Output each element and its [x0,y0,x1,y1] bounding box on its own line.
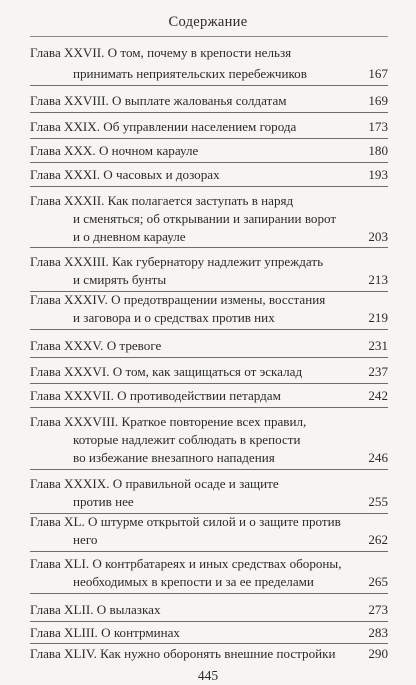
entry-rule [30,593,388,594]
entry-line: Глава XXIX. Об управлении населением города [30,119,297,134]
page-number: 219 [368,310,388,325]
entry-line: Глава XXXII. Как полагается заступать в наряд [30,193,294,208]
page-number: 262 [368,532,388,547]
entry-line: которые надлежит соблюдать в крепости [73,432,301,447]
entry-rule [30,469,388,470]
page-number: 193 [368,167,388,182]
page-header: Содержание [168,14,248,30]
page-number: 213 [368,272,388,287]
entry-line: Глава XXVIII. О выплате жалованья солдатам [30,93,287,108]
entry-line: и сменяться; об открывании и запирании ворот [73,211,337,226]
entry-line: Глава XXXV. О тревоге [30,338,162,353]
entry-line: Глава XLI. О контрбатареях и иных средствах обороны, [30,556,342,571]
entry-line: Глава XXXVI. О том, как защищаться от эскалад [30,364,303,379]
entry-rule [30,621,388,622]
entry-rule [30,551,388,552]
entry-rule [30,329,388,330]
page-number: 237 [368,364,388,379]
entry-line: и смирять бунты [73,272,167,287]
entry-line: Глава XXXVII. О противодействии петардам [30,388,281,403]
page-number: 231 [368,338,388,353]
entry-rule [30,357,388,358]
page-number: 273 [368,602,388,617]
entry-line: Глава XXXIV. О предотвращении измены, восстания [30,292,326,307]
entry-line: и заговора и о средствах против них [73,310,275,325]
entry-rule [30,138,388,139]
entry-line: Глава XLIV. Как нужно оборонять внешние постройки [30,646,336,661]
page-number: 180 [368,143,388,158]
page-number: 283 [368,625,388,640]
entry-rule [30,383,388,384]
entry-line: него [73,532,98,547]
entry-line: принимать неприятельских перебежчиков [73,66,307,81]
entry-line: Глава XLIII. О контрминах [30,625,180,640]
entry-line: Глава XLII. О вылазках [30,602,161,617]
entry-line: и о дневном карауле [73,229,186,244]
page-number: 265 [368,574,388,589]
page-number: 246 [368,450,388,465]
entry-rule [30,407,388,408]
entry-line: Глава XL. О штурме открытой силой и о защите против [30,514,341,529]
page-number: 242 [368,388,388,403]
page-number: 169 [368,93,388,108]
page-number: 173 [368,119,388,134]
entry-line: Глава XXX. О ночном карауле [30,143,199,158]
entry-line: Глава XXXIII. Как губернатору надлежит упреждать [30,254,324,269]
entry-rule [30,162,388,163]
page-number: 255 [368,494,388,509]
entry-line: Глава XXXIX. О правильной осаде и защите [30,476,279,491]
entry-rule [30,247,388,248]
page-folio: 445 [197,668,219,683]
header-rule [30,36,388,37]
page-number: 203 [368,229,388,244]
entry-rule [30,643,388,644]
entry-rule [30,85,388,86]
entry-line: необходимых в крепости и за ее пределами [73,574,314,589]
entry-line: Глава XXXI. О часовых и дозорах [30,167,220,182]
entry-line: Глава XXXVIII. Краткое повторение всех правил, [30,414,307,429]
entry-rule [30,112,388,113]
page-number: 167 [368,66,388,81]
page-number: 290 [368,646,388,661]
entry-line: Глава XXVII. О том, почему в крепости нельзя [30,45,292,60]
entry-line: против нее [73,494,134,509]
entry-line: во избежание внезапного нападения [73,450,275,465]
entry-rule [30,186,388,187]
